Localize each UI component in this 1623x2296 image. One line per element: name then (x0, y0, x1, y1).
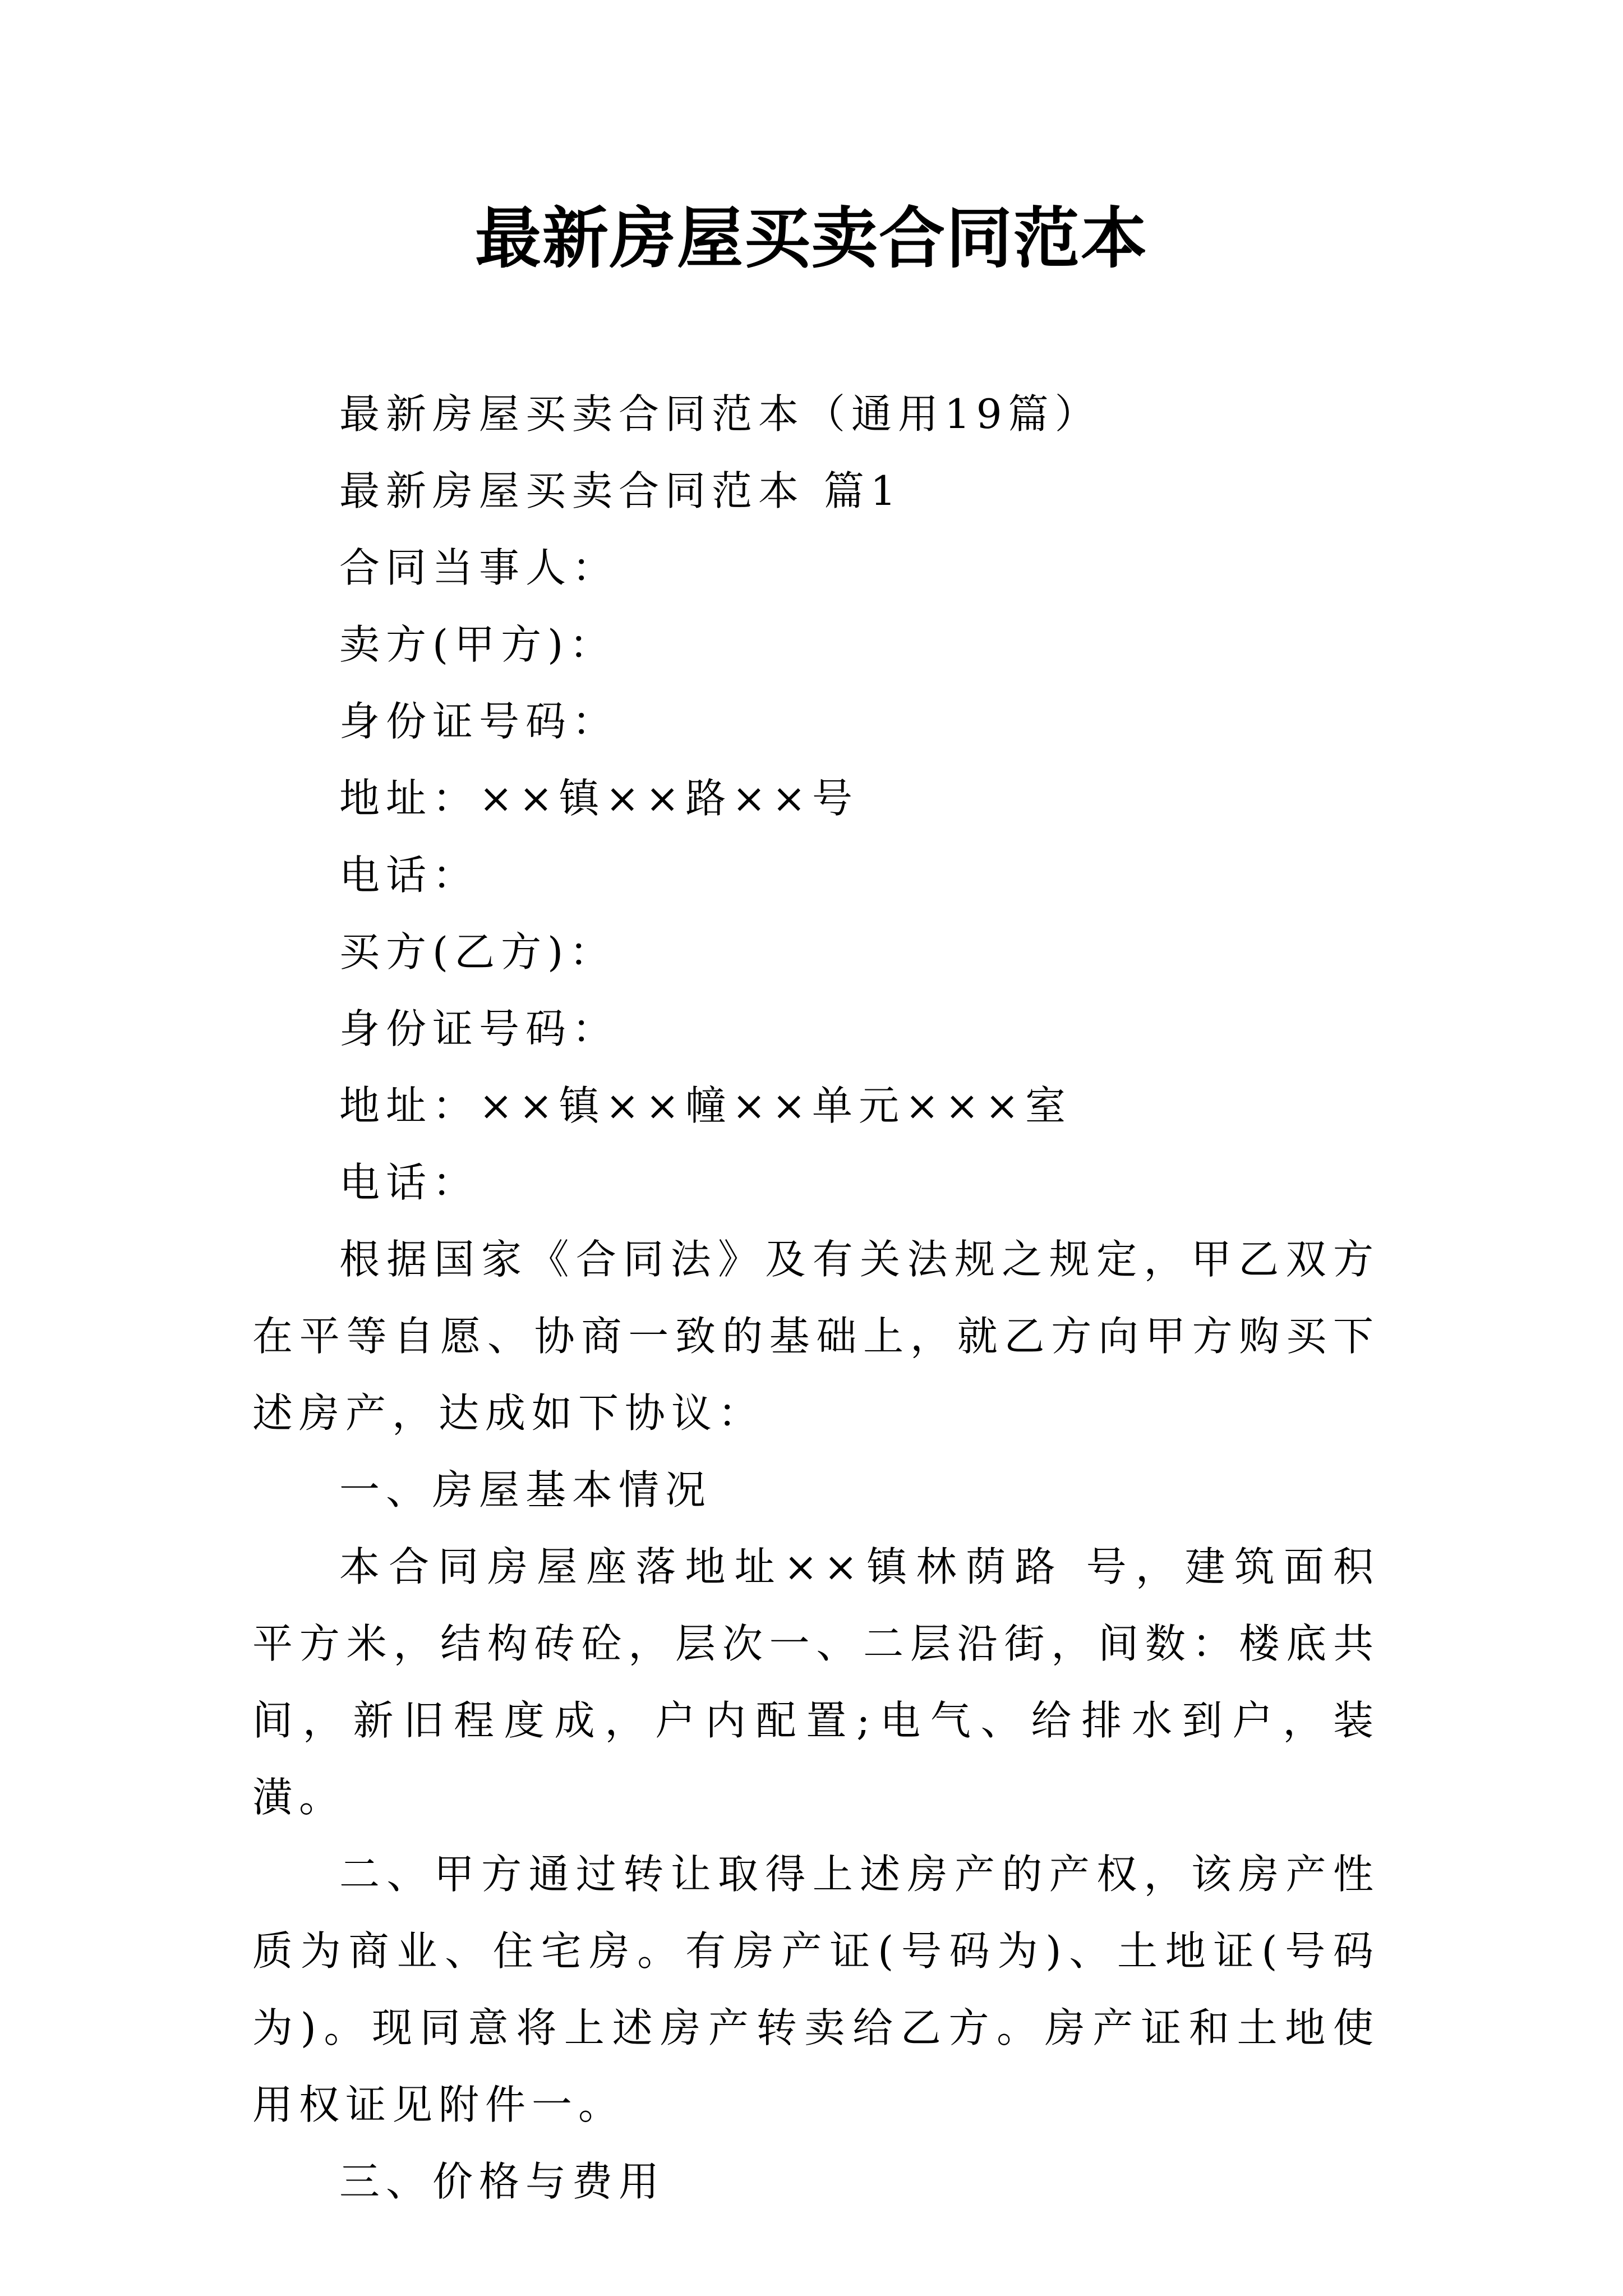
seller-address-line: 地址：××镇××路××号 (339, 775, 859, 822)
section-heading-line: 最新房屋买卖合同范本 篇1 (339, 467, 902, 514)
section-three-heading: 三、价格与费用 (339, 2158, 666, 2205)
parties-label: 合同当事人： (339, 544, 619, 591)
document-body (252, 376, 1380, 2220)
buyer-address-line: 地址：××镇××幢××单元×××室 (339, 1082, 1072, 1129)
section-one-heading: 一、房屋基本情况 (339, 1466, 712, 1513)
preamble-paragraph: 根据国家《合同法》及有关法规之规定，甲乙双方在平等自愿、协商一致的基础上，就乙方向甲方购买下述房产，达成如下协议： (252, 1236, 1380, 1437)
buyer-phone-label: 电话： (339, 1159, 479, 1206)
subtitle-line: 最新房屋买卖合同范本（通用19篇） (339, 390, 1101, 438)
document-title: 最新房屋买卖合同范本 (474, 199, 1148, 277)
seller-id-label: 身份证号码： (339, 698, 619, 745)
section-two-paragraph: 二、甲方通过转让取得上述房产的产权，该房产性质为商业、住宅房。有房产证(号码为)、土地证(号码为)。现同意将上述房产转卖给乙方。房产证和土地使用权证见附件一。 (252, 1851, 1380, 2128)
seller-label: 卖方(甲方)： (339, 621, 616, 668)
buyer-label: 买方(乙方)： (339, 928, 616, 976)
seller-phone-label: 电话： (339, 852, 479, 899)
section-one-paragraph: 本合同房屋座落地址××镇林荫路 号，建筑面积 平方米，结构砖砼，层次一、二层沿街，间数：楼底共间，新旧程度成，户内配置;电气、给排水到户，装潢。 (252, 1543, 1380, 1821)
buyer-id-label: 身份证号码： (339, 1005, 619, 1052)
